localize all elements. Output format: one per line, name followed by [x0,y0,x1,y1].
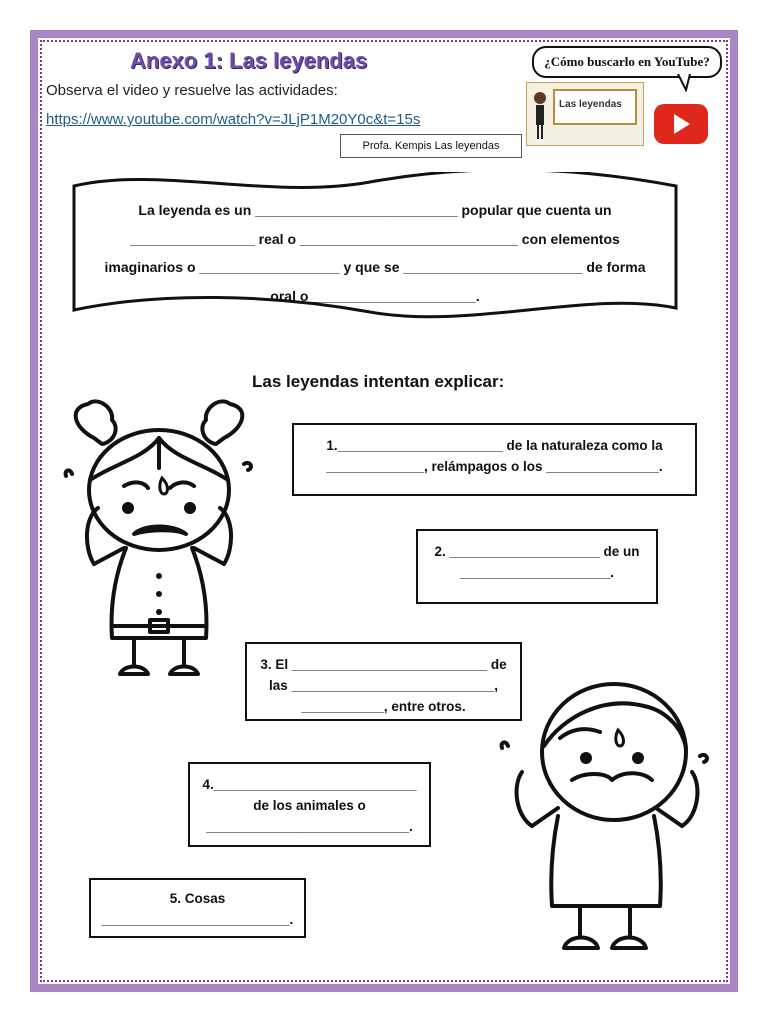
definition-line-4: oral o _____________________. [270,287,480,304]
definition-line-3: imaginarios o __________________ y que se _______________________ de forma [104,259,646,275]
item-4-box [188,762,431,847]
item-3-line-2: las ___________________________, [269,678,498,693]
item-4-line-2: de los animales o [253,798,366,813]
play-icon [674,114,690,134]
teacher-avatar-icon [533,91,547,141]
section-title: Las leyendas intentan explicar: [252,372,505,391]
thumbnail-board [553,89,637,125]
item-1-line-2: _____________, relámpagos o los _______________. [326,459,663,474]
speech-bubble-tail [676,74,694,92]
definition-line-1: La leyenda es un __________________________ popular que cuenta un [138,202,612,218]
thumbnail-title: Las leyendas [559,99,622,110]
page-title: Anexo 1: Las leyendas [130,48,368,73]
worried-girl-illustration [54,398,264,688]
instruction-text: Observa el video y resuelve las actividades: [46,82,338,99]
item-1-box [292,423,697,496]
video-link[interactable]: https://www.youtube.com/watch?v=JLjP1M20Y0c&t=15s [46,111,421,128]
speech-bubble: ¿Cómo buscarlo en YouTube? [532,46,722,78]
item-3-box [245,642,522,721]
definition-line-2: ________________ real o ____________________________ con elementos [130,230,620,247]
search-term-label: Profa. Kempis Las leyendas [340,134,522,158]
item-4-line-1: 4.___________________________ [202,777,417,792]
item-3-line-1: 3. El __________________________ de [260,657,507,672]
video-thumbnail[interactable] [526,82,644,146]
item-3-line-3: ___________, entre otros. [301,699,466,714]
youtube-logo-icon[interactable] [654,104,708,144]
item-2-line-2: ____________________. [460,565,614,580]
worried-boy-illustration [494,676,716,968]
item-4-line-3: ___________________________. [206,819,413,834]
item-5-box [89,878,306,938]
item-5-line-2: _________________________. [101,912,294,927]
definition-text [95,196,655,310]
item-2-box [416,529,658,604]
item-1-line-1: 1.______________________ de la naturaleza como la [326,438,663,453]
item-5-line-1: 5. Cosas [169,891,226,906]
item-2-line-1: 2. ____________________ de un [434,544,640,559]
